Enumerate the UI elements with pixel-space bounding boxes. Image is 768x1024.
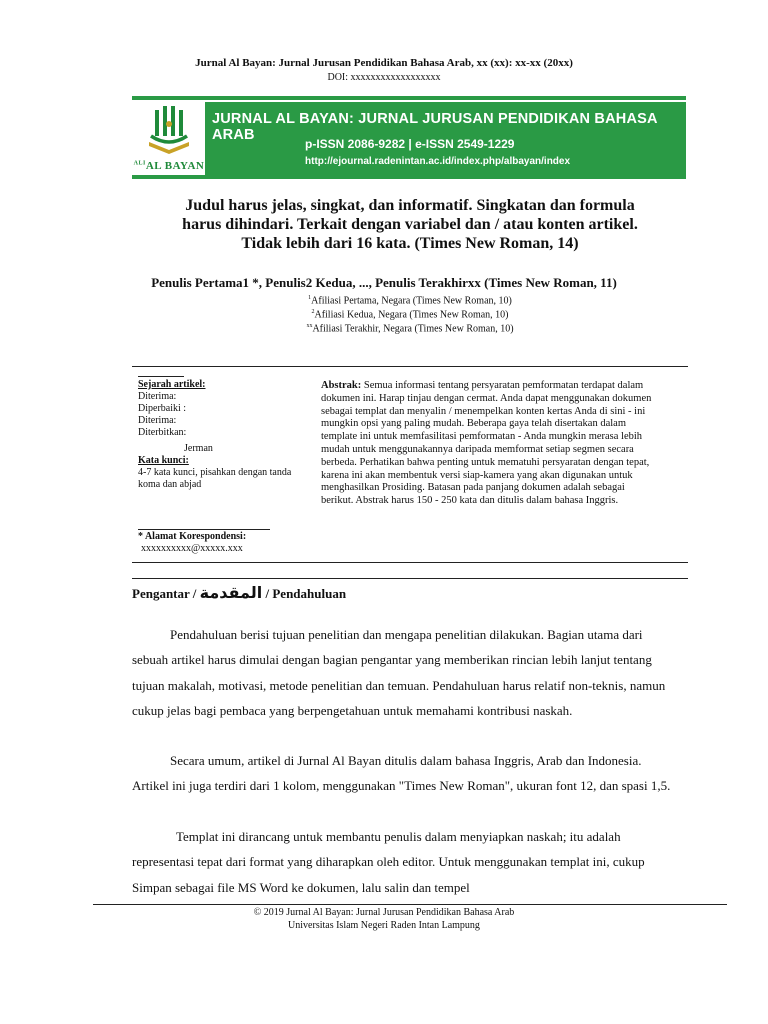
banner-bottom-rule bbox=[132, 175, 686, 179]
correspondence-block bbox=[138, 531, 308, 555]
keywords-text: 4-7 kata kunci, pisahkan dengan tanda koma dan abjad bbox=[138, 467, 292, 490]
running-head: Jurnal Al Bayan: Jurnal Jurusan Pendidikan Bahasa Arab, xx (xx): xx-xx (20xx) bbox=[195, 57, 573, 69]
affiliation-3: $^{xx}$Afiliasi Terakhir, Negara (Times New Roman, 10) bbox=[306, 323, 514, 335]
correspondence-rule bbox=[138, 529, 270, 530]
article-title: Judul harus jelas, singkat, dan informatif. Singkatan dan formula harus dihindari. Terkait dengan variabel dan / atau konten artikel. Tidak lebih dari 16 kata. (Times New Roman, 14) bbox=[182, 197, 638, 252]
journal-logo bbox=[133, 102, 205, 175]
article-history bbox=[138, 379, 298, 439]
affiliation-1: $^1$Afiliasi Pertama, Negara (Times New Roman, 10) bbox=[308, 295, 512, 307]
body-paragraph-2: Secara umum, artikel di Jurnal Al Bayan ditulis dalam bahasa Inggris, Arab dan Indonesia. Artikel ini juga terdiri dari 1 kolom, menggunakan "Times New Roman", ukuran font 12, dan spasi 1,5. bbox=[132, 753, 671, 794]
section-top-rule bbox=[132, 578, 688, 579]
history-accepted: Diterima: bbox=[138, 415, 177, 426]
banner-url[interactable]: http://ejournal.radenintan.ac.id/index.php/albayan/index bbox=[305, 156, 571, 167]
footer-copyright: © 2019 Jurnal Al Bayan: Jurnal Jurusan Pendidikan Bahasa Arab bbox=[253, 907, 515, 918]
correspondence-label: * Alamat Korespondensi: bbox=[138, 531, 247, 542]
banner-top-rule bbox=[132, 96, 686, 100]
body-paragraph-3: Templat ini dirancang untuk membantu penulis dalam menyiapkan naskah; itu adalah representasi tepat dari format yang diharapkan oleh editor. Untuk menggunakan templat ini, cukup Simpan sebagai file MS Word ke dokumen, lalu salin dan tempel bbox=[132, 829, 645, 895]
abstract-label: Abstrak: bbox=[321, 380, 362, 391]
keywords-block bbox=[138, 443, 298, 491]
affiliation-2: $^2$Afiliasi Kedua, Negara (Times New Roman, 10) bbox=[311, 309, 509, 321]
footer-university: Universitas Islam Negeri Raden Intan Lampung bbox=[288, 920, 480, 931]
banner-title: JURNAL AL BAYAN: JURNAL JURUSAN PENDIDIKAN BAHASA ARAB bbox=[212, 111, 658, 143]
history-received: Diterima: bbox=[138, 391, 177, 402]
info-top-rule bbox=[132, 366, 688, 367]
info-bottom-rule bbox=[132, 562, 688, 563]
history-revised: Diperbaiki : bbox=[138, 403, 187, 414]
section-heading: Pengantar / المقدمة / Pendahuluan bbox=[132, 583, 347, 602]
body-paragraph-1: Pendahuluan berisi tujuan penelitian dan mengapa penelitian dilakukan. Bagian utama dari sebuah artikel harus dimulai dengan bagian pengantar yang memberikan rincian lebih lanjut tentang tujuan makalah, motivasi, metode penelitian dan temuan. Pendahuluan harus relatif non-teknis, namun cukup jelas bagi pembaca yang berpengetahuan untuk memahami kontribusi naskah. bbox=[132, 627, 666, 718]
doi-line: DOI: xxxxxxxxxxxxxxxxxx bbox=[327, 72, 441, 83]
logo-wordmark: $^{ALI}$AL BAYAN bbox=[133, 160, 205, 172]
sidebar-short-rule bbox=[138, 376, 184, 377]
keywords-label: Kata kunci: bbox=[138, 455, 189, 466]
footer-rule bbox=[93, 904, 727, 905]
section-heading-arabic: المقدمة bbox=[199, 583, 263, 602]
abstract-text: Semua informasi tentang persyaratan pemformatan terdapat dalam dokumen ini. Harap tinjau dengan cermat. Anda dapat menggunakan dokumen sebagai templat dan menyalin / menempelkan konten kertas Anda di sini - ini mungkin opsi yang paling mudah. Beberapa gaya telah disertakan dalam template ini untuk memfasilitasi pemformatan - Anda mungkin merasa lebih mudah untuk menggunakannya daripada memformat setiap segmen secara berbeda. Perhatikan bahwa penting untuk mematuhi persyaratan dengan tepat, karena ini akan membentuk versi siap-kamera yang akan digunakan untuk menghasilkan Prosiding. Batasan pada panjang dokumen adalah sebagai berikut. Abstrak harus 150 - 250 kata dan ditulis dalam bahasa Inggris. bbox=[321, 380, 652, 507]
correspondence-email: xxxxxxxxxx@xxxxx.xxx bbox=[141, 543, 243, 554]
abstract bbox=[321, 380, 655, 508]
keyword-blank: Jerman bbox=[184, 443, 213, 454]
history-label: Sejarah artikel: bbox=[138, 379, 206, 390]
al-bayan-emblem-icon bbox=[133, 102, 205, 160]
banner-issn: p-ISSN 2086-9282 | e-ISSN 2549-1229 bbox=[305, 137, 515, 151]
author-line: Penulis Pertama1 *, Penulis2 Kedua, ..., Penulis Terakhirxx (Times New Roman, 11) bbox=[151, 275, 617, 290]
journal-banner bbox=[205, 102, 686, 175]
history-published: Diterbitkan: bbox=[138, 427, 187, 438]
